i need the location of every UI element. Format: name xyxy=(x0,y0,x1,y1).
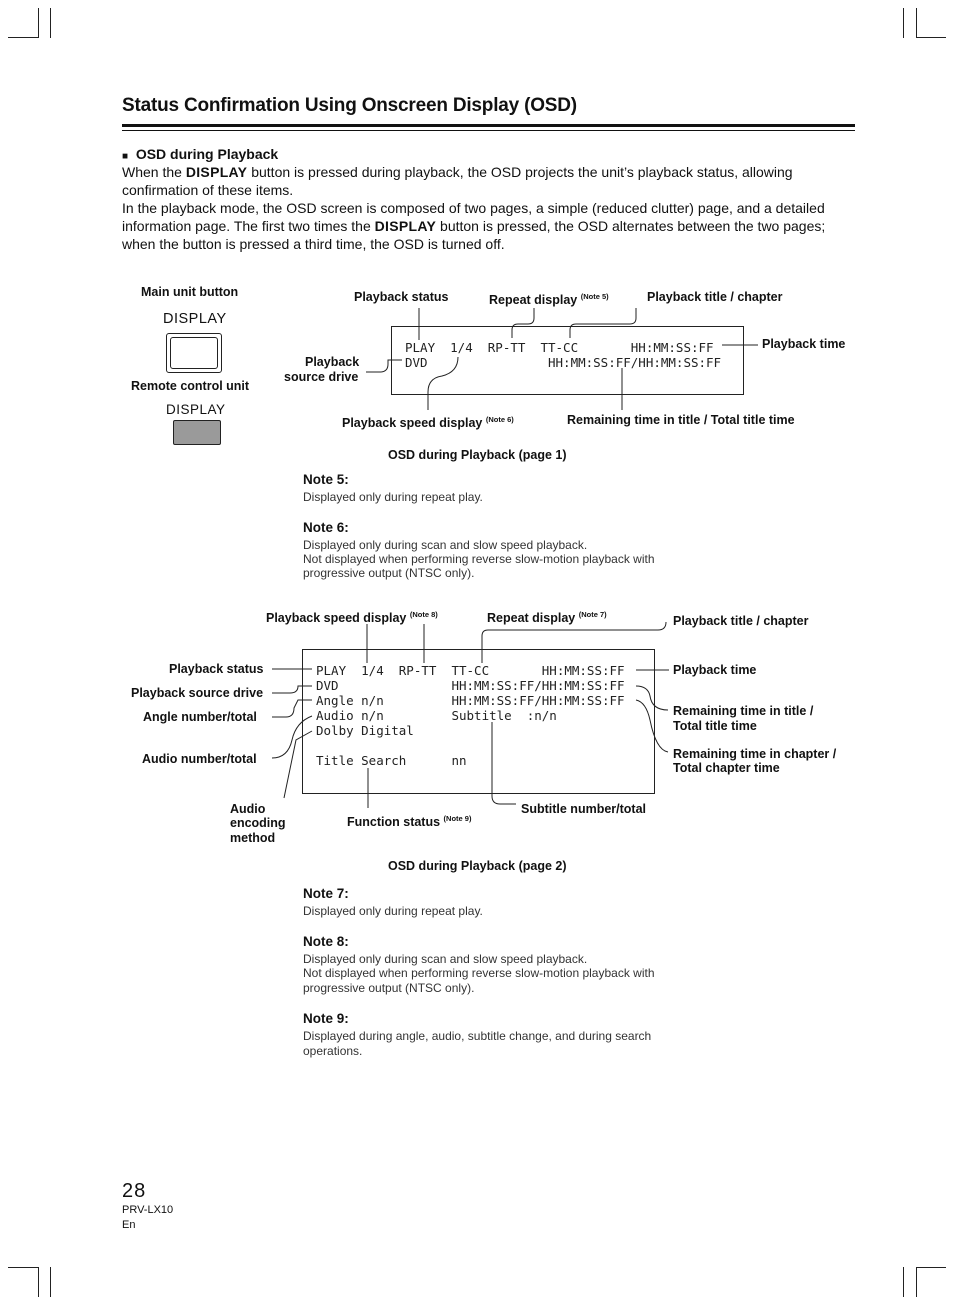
leader-line xyxy=(512,308,534,338)
note6-line-3: progressive output (NTSC only). xyxy=(303,566,475,580)
intro-text: button is pressed, the OSD alternates between the two pages; when the button is pressed a third time, the OSD is turned off. xyxy=(122,218,826,252)
section-marker: ■ xyxy=(122,151,129,162)
note6-line-2: Not displayed when performing reverse slow-motion playback with xyxy=(303,552,655,566)
osd2-label-remaining-chapter-2: Total chapter time xyxy=(673,761,780,775)
leader-line xyxy=(636,700,668,752)
osd2-caption: OSD during Playback (page 2) xyxy=(388,859,567,873)
note9-heading: Note 9: xyxy=(303,1011,349,1026)
note-ref: (Note 8) xyxy=(409,610,438,619)
osd2-label-remaining-title-2: Total title time xyxy=(673,719,757,733)
osd2-label-audio: Audio number/total xyxy=(142,752,257,766)
note9-line-1: Displayed during angle, audio, subtitle change, and during search xyxy=(303,1029,652,1043)
language-code: En xyxy=(122,1219,136,1231)
leader-line xyxy=(636,686,668,710)
note-ref: (Note 9) xyxy=(443,814,472,823)
osd2-label-subtitle: Subtitle number/total xyxy=(521,802,646,816)
label-text: Repeat display xyxy=(487,611,576,625)
leader-line xyxy=(272,700,312,717)
osd1-label-playback-status: Playback status xyxy=(354,290,449,304)
note5-text: Displayed only during repeat play. xyxy=(303,490,483,504)
note-ref: (Note 5) xyxy=(580,292,609,301)
leader-line xyxy=(284,731,312,798)
osd2-line-5: Dolby Digital xyxy=(316,723,414,738)
label-text: Function status xyxy=(347,815,441,829)
note8-line-3: progressive output (NTSC only). xyxy=(303,981,475,995)
osd1-label-source-drive-1: Playback xyxy=(305,355,360,369)
note6-heading: Note 6: xyxy=(303,520,349,535)
label-text: Repeat display xyxy=(489,293,578,307)
osd1-label-remaining: Remaining time in title / Total title time xyxy=(567,413,795,427)
osd1-line-1: PLAY 1/4 RP-TT TT-CC HH:MM:SS:FF xyxy=(405,340,714,355)
intro-text: When the xyxy=(122,164,186,180)
leader-line xyxy=(366,360,402,372)
osd2-line-7: Title Search nn xyxy=(316,753,467,768)
leader-line xyxy=(428,357,458,410)
main-unit-label: Main unit button xyxy=(141,285,239,299)
note5-heading: Note 5: xyxy=(303,472,349,487)
osd1-label-title-chapter: Playback title / chapter xyxy=(647,290,783,304)
leader-line xyxy=(492,722,516,804)
label-text: Playback speed display xyxy=(266,611,407,625)
osd2-label-source-drive: Playback source drive xyxy=(131,686,264,700)
section-title: OSD during Playback xyxy=(135,146,279,162)
osd2-label-audio-enc-1: Audio xyxy=(230,802,266,816)
osd2-label-remaining-chapter-1: Remaining time in chapter / xyxy=(673,747,837,761)
osd1-label-source-drive-2: source drive xyxy=(284,370,359,384)
osd1-label-playback-time: Playback time xyxy=(762,337,846,351)
osd2-line-3: Angle n/n HH:MM:SS:FF/HH:MM:SS:FF xyxy=(316,693,625,708)
osd2-label-angle: Angle number/total xyxy=(143,710,257,724)
leader-line xyxy=(482,622,666,663)
intro-text: In the playback mode, the OSD screen is composed of two pages, a simple (reduced clutter) page, and a detailed information page. The first two times the xyxy=(122,200,825,234)
leader-line xyxy=(272,716,312,758)
osd1-caption: OSD during Playback (page 1) xyxy=(388,448,567,462)
note8-heading: Note 8: xyxy=(303,934,349,949)
leader-line xyxy=(570,308,636,338)
intro-text: button is pressed during playback, the OSD projects the unit’s playback status, allowing confirmation of these items. xyxy=(122,164,793,198)
osd2-label-title-chapter: Playback title / chapter xyxy=(673,614,809,628)
leader-line xyxy=(272,686,312,693)
note-ref: (Note 6) xyxy=(485,415,514,424)
note8-line-1: Displayed only during scan and slow speed playback. xyxy=(303,952,588,966)
label-text: Playback speed display xyxy=(342,416,483,430)
display-keyword: DISPLAY xyxy=(185,164,248,180)
note8-line-2: Not displayed when performing reverse slow-motion playback with xyxy=(303,966,655,980)
page-title: Status Confirmation Using Onscreen Display (OSD) xyxy=(122,95,577,116)
osd2-line-2: DVD HH:MM:SS:FF/HH:MM:SS:FF xyxy=(316,678,625,693)
page-number: 28 xyxy=(122,1180,147,1202)
note9-line-2: operations. xyxy=(303,1044,363,1058)
osd1-line-2: DVD HH:MM:SS:FF/HH:MM:SS:FF xyxy=(405,355,722,370)
osd2-label-playback-time: Playback time xyxy=(673,663,757,677)
osd2-label-playback-status: Playback status xyxy=(169,662,264,676)
note6-line-1: Displayed only during scan and slow speed playback. xyxy=(303,538,588,552)
note7-heading: Note 7: xyxy=(303,886,349,901)
osd2-label-audio-enc-2: encoding xyxy=(230,816,286,830)
osd2-label-remaining-title-1: Remaining time in title / xyxy=(673,704,814,718)
display-keyword: DISPLAY xyxy=(374,218,437,234)
note7-text: Displayed only during repeat play. xyxy=(303,904,483,918)
model-code: PRV-LX10 xyxy=(122,1204,174,1216)
osd2-line-4: Audio n/n Subtitle :n/n xyxy=(316,708,557,723)
note-ref: (Note 7) xyxy=(578,610,607,619)
remote-display-text: DISPLAY xyxy=(166,402,226,417)
osd2-label-audio-enc-3: method xyxy=(230,831,276,845)
osd2-line-1: PLAY 1/4 RP-TT TT-CC HH:MM:SS:FF xyxy=(316,663,625,678)
remote-label: Remote control unit xyxy=(131,379,250,393)
main-unit-display-text: DISPLAY xyxy=(163,311,227,327)
